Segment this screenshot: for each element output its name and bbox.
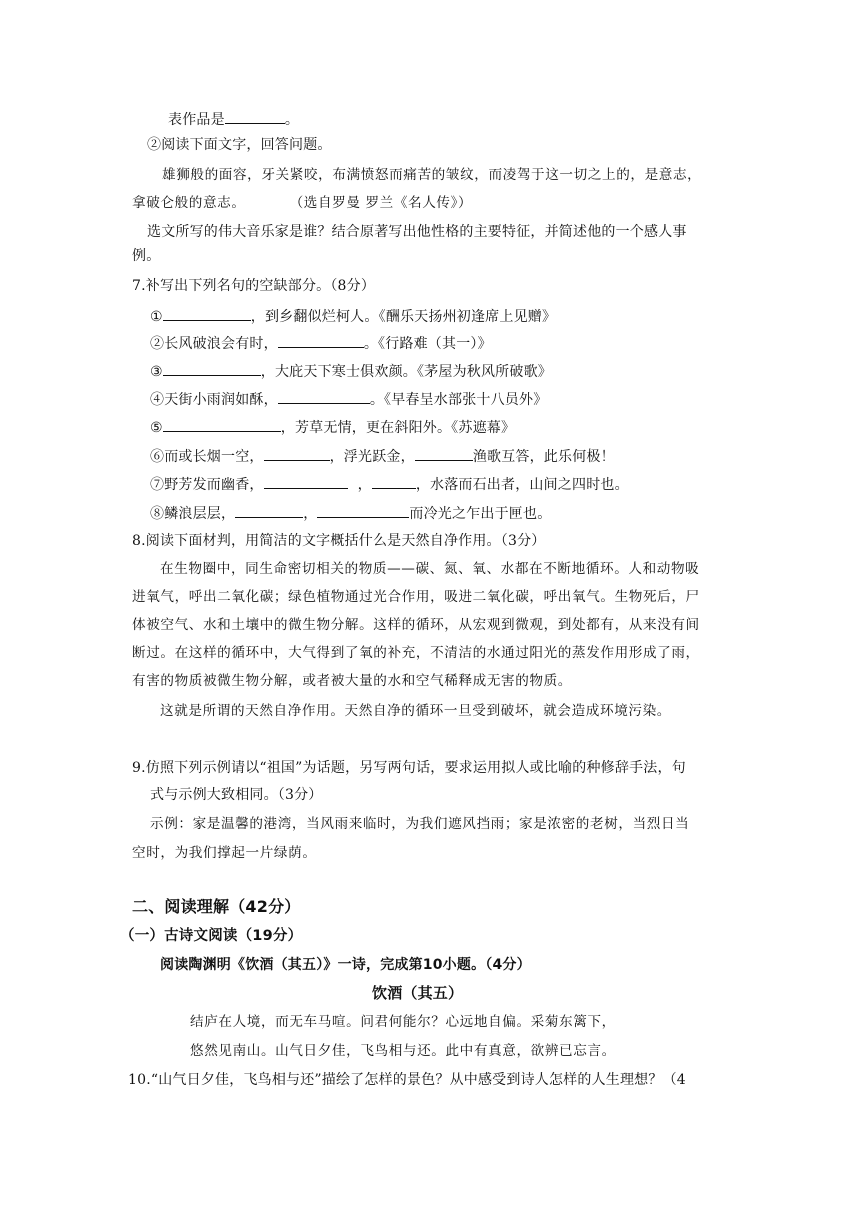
answer-blank[interactable] bbox=[264, 473, 348, 489]
fill-line: ④天街小雨润如酥， 。《早春呈水部张十八员外》 bbox=[150, 388, 547, 411]
section-heading: 二、阅读理解（42分） bbox=[132, 897, 301, 916]
fill-line: ③ ，大庇天下寒士俱欢颜。《茅屋为秋风所破歌》 bbox=[150, 360, 552, 383]
answer-blank[interactable] bbox=[225, 108, 285, 124]
quote-line: 雄狮般的面容，牙关紧咬，布满愤怒而痛苦的皱纹，而凌驾于这一切之上的，是意志， bbox=[162, 167, 702, 183]
line-answer-prompt: 表作品是 。 bbox=[168, 108, 299, 131]
question-text: 选文所写的伟大音乐家是谁？结合原著写出他性格的主要特征，并简述他的一个感人事 bbox=[147, 224, 687, 240]
quote-line: 拿破仑般的意志。 （选自罗曼 罗兰《名人传》） bbox=[132, 195, 473, 211]
fill-line: ②长风破浪会有时， 。《行路难（其一）》 bbox=[150, 332, 492, 355]
answer-blank[interactable] bbox=[163, 416, 281, 432]
answer-blank[interactable] bbox=[264, 445, 330, 461]
fill-line: ⑧鳞浪层层， ， 而冷光之乍出于匣也。 bbox=[150, 502, 551, 525]
fill-line: ⑦野芳发而幽香， ， ，水落而石出者，山间之四时也。 bbox=[150, 473, 629, 496]
subsection-heading: （一）古诗文阅读（19分） bbox=[120, 928, 303, 944]
question-8: 8.阅读下面材判，用简洁的文字概括什么是天然自净作用。（3分） bbox=[132, 533, 546, 549]
question-item-2: ②阅读下面文字，回答问题。 bbox=[147, 137, 332, 153]
passage-line: 断过。在这样的循环中，大气得到了氧的补充，不清洁的水通过阳光的蒸发作用形成了雨， bbox=[132, 645, 700, 661]
passage-line: 在生物圈中，同生命密切相关的物质——碳、氮、氧、水都在不断地循环。人和动物吸 bbox=[160, 561, 700, 577]
reading-instruction: 阅读陶渊明《饮酒（其五）》一诗，完成第10小题。（4分） bbox=[160, 957, 531, 973]
fill-line: ⑤ ，芳草无情，更在斜阳外。《苏遮幕》 bbox=[150, 416, 515, 439]
question-9: 9.仿照下列示例请以“祖国”为话题，另写两句话，要求运用拟人或比喻的种修辞手法，句 bbox=[132, 760, 686, 776]
answer-blank[interactable] bbox=[372, 473, 416, 489]
answer-blank[interactable] bbox=[278, 332, 364, 348]
answer-blank[interactable] bbox=[163, 305, 251, 321]
answer-blank[interactable] bbox=[317, 502, 409, 518]
question-text: 例。 bbox=[132, 248, 161, 264]
fill-line: ① ，到乡翻似烂柯人。《酬乐天扬州初逢席上见赠》 bbox=[150, 305, 556, 328]
poem-line: 结庐在人境，而无车马喧。问君何能尔？心远地自偏。采菊东篱下， bbox=[190, 1014, 616, 1030]
example-line: 空时，为我们撑起一片绿荫。 bbox=[132, 845, 317, 861]
answer-blank[interactable] bbox=[415, 445, 473, 461]
answer-blank[interactable] bbox=[163, 360, 261, 376]
passage-line: 这就是所谓的天然自净作用。天然自净的循环一旦受到破坏，就会造成环境污染。 bbox=[160, 703, 671, 719]
question-10: 10.“山气日夕佳，飞鸟相与还”描绘了怎样的景色？从中感受到诗人怎样的人生理想？（4 bbox=[128, 1072, 686, 1088]
passage-line: 有害的物质被微生物分解，或者被大量的水和空气稀释成无害的物质。 bbox=[132, 673, 573, 689]
example-line: 示例：家是温馨的港湾，当风雨来临时，为我们遮风挡雨；家是浓密的老树，当烈日当 bbox=[150, 816, 690, 832]
poem-title: 饮酒（其五） bbox=[372, 984, 464, 1002]
question-9-cont: 式与示例大致相同。（3分） bbox=[150, 787, 323, 803]
poem-line: 悠然见南山。山气日夕佳，飞鸟相与还。此中有真意，欲辨已忘言。 bbox=[190, 1043, 616, 1059]
passage-line: 进氧气，呼出二氧化碳；绿色植物通过光合作用，吸进二氧化碳，呼出氧气。生物死后，尸 bbox=[132, 589, 700, 605]
fill-line: ⑥而或长烟一空， ，浮光跃金， 渔歌互答，此乐何极！ bbox=[150, 445, 615, 468]
question-7: 7.补写出下列名句的空缺部分。（8分） bbox=[132, 278, 376, 294]
answer-blank[interactable] bbox=[235, 502, 303, 518]
answer-blank[interactable] bbox=[278, 388, 370, 404]
passage-line: 体被空气、水和土壤中的微生物分解。这样的循环，从宏观到微观，到处都有，从来没有间 bbox=[132, 617, 700, 633]
